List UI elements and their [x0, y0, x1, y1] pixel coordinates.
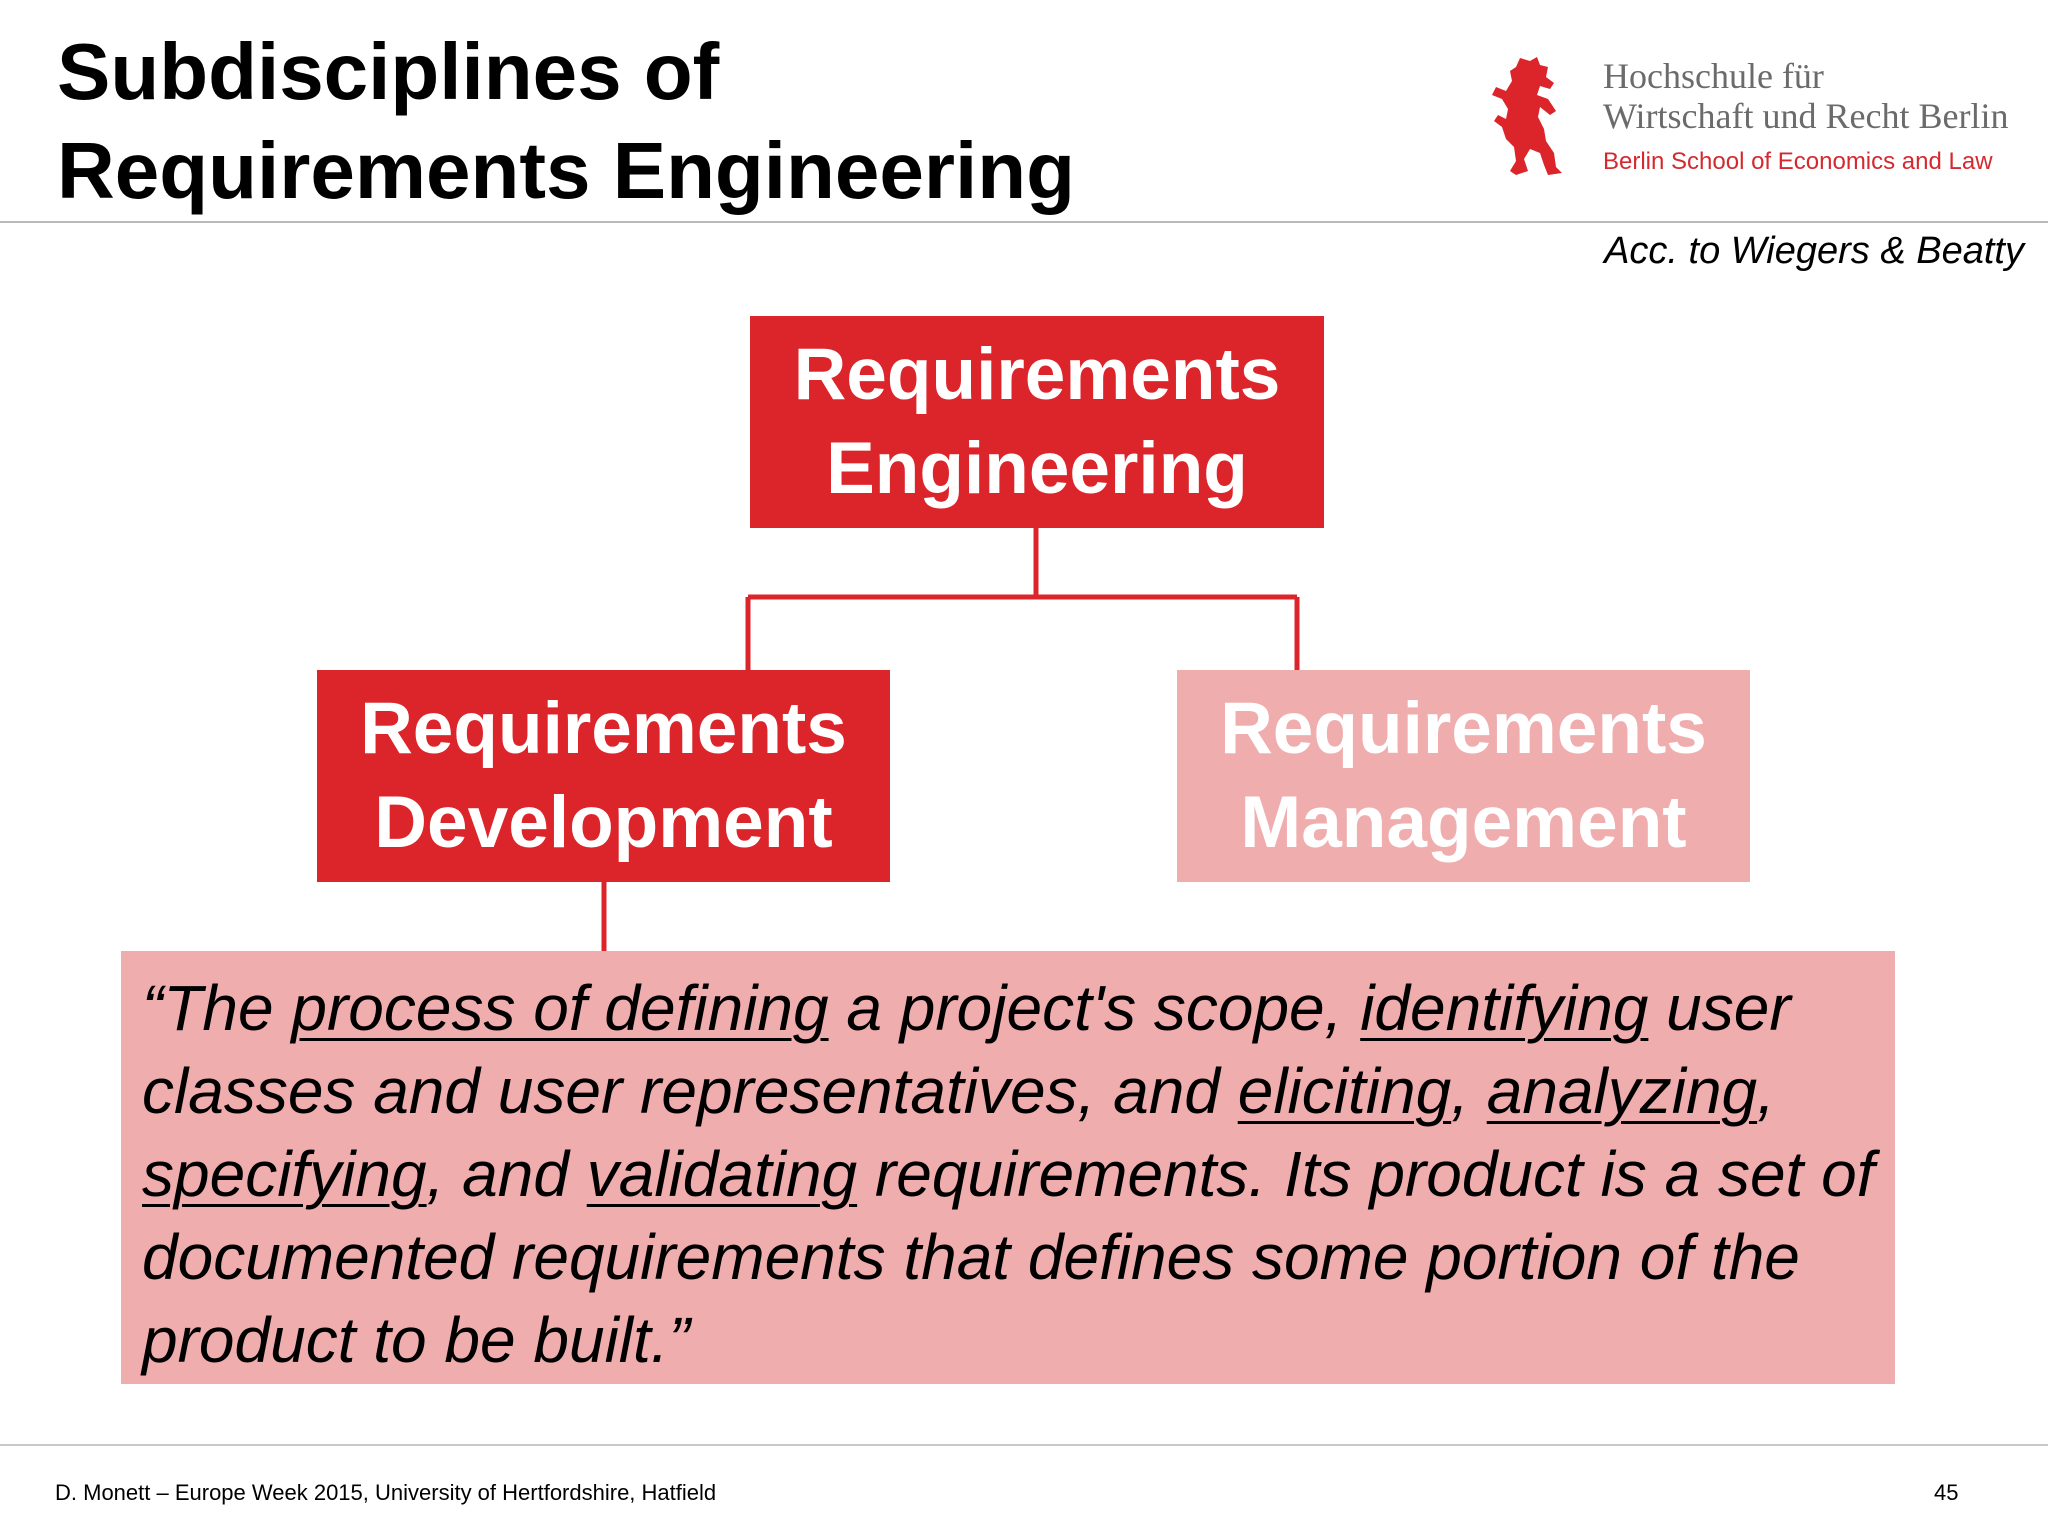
requirements-development-line1: Requirements	[360, 688, 847, 769]
quote-underlined-term: process of defining	[291, 972, 829, 1044]
requirements-engineering-line1: Requirements	[793, 334, 1281, 415]
requirements-development-box	[317, 670, 890, 882]
logo-text-line1: Hochschule für	[1603, 56, 1824, 96]
header-divider	[0, 221, 2048, 223]
logo-text-line2: Wirtschaft und Recht Berlin	[1603, 96, 2009, 136]
quote-underlined-term: eliciting	[1237, 1055, 1452, 1127]
slide-title	[57, 22, 1075, 220]
requirements-management-line1: Requirements	[1220, 688, 1707, 769]
university-logo	[1490, 55, 2030, 185]
slide-title-line1: Subdisciplines of	[57, 27, 720, 116]
requirements-management-box	[1177, 670, 1750, 882]
footer-divider	[0, 1444, 2048, 1446]
quote-underlined-term: specifying	[142, 1138, 427, 1210]
quote-text: ,	[1757, 1055, 1775, 1127]
quote-text: “The	[142, 972, 292, 1044]
quote-text: requirements. Its product is a set of documented requirements that defines some portion of the product to be built.”	[142, 1138, 1875, 1376]
quote-text: ,	[1451, 1055, 1487, 1127]
source-attribution: Acc. to Wiegers & Beatty	[1604, 230, 2024, 272]
logo-text-line3: Berlin School of Economics and Law	[1603, 148, 1993, 175]
page-number: 45	[1934, 1480, 1959, 1505]
quote-underlined-term: identifying	[1360, 972, 1649, 1044]
footer-text: D. Monett – Europe Week 2015, University of Hertfordshire, Hatfield	[55, 1480, 717, 1505]
requirements-management-line2: Management	[1240, 782, 1687, 863]
quote-text: , and	[426, 1138, 587, 1210]
berlin-bear-icon	[1490, 55, 1564, 177]
definition-quote	[121, 951, 1895, 1384]
requirements-engineering-line2: Engineering	[826, 428, 1248, 509]
requirements-engineering-box	[750, 316, 1324, 528]
quote-text: a project's scope,	[828, 972, 1361, 1044]
quote-text: user classes and user representatives, and	[142, 972, 1791, 1127]
quote-underlined-term: validating	[586, 1138, 858, 1210]
requirements-development-line2: Development	[374, 782, 833, 863]
slide-title-line2: Requirements Engineering	[57, 126, 1075, 215]
quote-underlined-term: analyzing	[1486, 1055, 1758, 1127]
